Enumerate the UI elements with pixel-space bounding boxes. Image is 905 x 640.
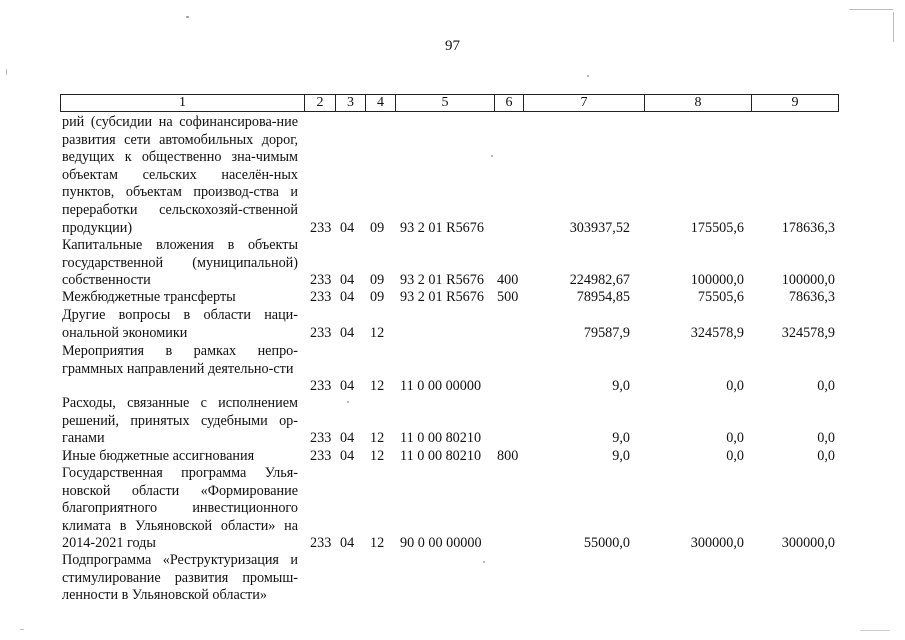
cell-col-3: 04 — [340, 448, 355, 464]
row-description: Расходы, связанные с исполнением решений, принятых судебными ор-ганами — [62, 395, 298, 447]
cell-col-2: 233 — [310, 324, 332, 341]
cell-col-7: 9,0 — [612, 448, 630, 464]
cell-col-3: 04 — [340, 535, 355, 552]
cell-col-7: 303937,52 — [569, 219, 630, 236]
cell-col-8: 175505,6 — [690, 219, 744, 236]
row-description: Межбюджетные трансферты — [62, 289, 236, 305]
cell-col-3: 04 — [340, 219, 355, 236]
scan-speck — [20, 629, 24, 630]
header-col-1: 1 — [179, 95, 186, 110]
cell-col-8: 0,0 — [726, 448, 744, 464]
cell-col-9: 324578,9 — [781, 324, 835, 341]
cell-col-9: 0,0 — [817, 448, 835, 464]
scan-speck — [186, 16, 189, 18]
cell-col-3: 04 — [340, 289, 355, 305]
cell-col-8: 324578,9 — [690, 324, 744, 341]
cell-col-9: 178636,3 — [781, 219, 835, 236]
cell-col-8: 0,0 — [726, 430, 744, 447]
cell-col-4: 12 — [370, 378, 385, 395]
row-description: Мероприятия в рамках непро-граммных направлений деятельно-сти — [62, 343, 298, 377]
header-col-5: 5 — [441, 95, 449, 110]
header-col-6: 6 — [505, 95, 513, 110]
scan-speck — [587, 75, 589, 77]
cell-col-4: 09 — [370, 219, 385, 236]
cell-col-7: 79587,9 — [583, 324, 630, 341]
scan-speck — [860, 630, 890, 631]
row-description: Государственная программа Улья-новской области «Формирование благоприятного инвестиционного климата в Ульяновской области» на 2014-2021 годы — [62, 465, 298, 552]
header-col-2: 2 — [316, 95, 324, 110]
scan-speck — [6, 69, 7, 75]
cell-col-8: 100000,0 — [690, 272, 744, 289]
cell-col-8: 75505,6 — [697, 289, 744, 305]
header-col-3: 3 — [347, 95, 354, 110]
row-description: Капитальные вложения в объекты государственной (муниципальной) собственности — [62, 237, 298, 289]
cell-col-5: 11 0 00 80210 — [400, 430, 482, 447]
row-description: Подпрограмма «Реструктуризация и стимулирование развития промыш-ленности в Ульяновской области» — [62, 552, 298, 604]
cell-col-5: 93 2 01 R5676 — [400, 219, 484, 236]
cell-col-2: 233 — [310, 430, 332, 447]
cell-col-9: 300000,0 — [781, 535, 835, 552]
cell-col-2: 233 — [310, 289, 332, 305]
cell-col-2: 233 — [310, 535, 332, 552]
cell-col-3: 04 — [340, 378, 355, 395]
cell-col-4: 12 — [370, 324, 385, 341]
cell-col-9: 78636,3 — [788, 289, 835, 305]
scan-speck — [483, 561, 485, 563]
cell-col-7: 78954,85 — [576, 289, 630, 305]
row-description: Другие вопросы в области наци-ональной экономики — [62, 307, 298, 341]
cell-col-7: 9,0 — [612, 378, 630, 395]
cell-col-4: 12 — [370, 448, 385, 464]
cell-col-6: 800 — [497, 448, 519, 464]
row-description: рий (субсидии на софинансирова-ние развития сети автомобильных дорог, ведущих к общественно зна-чимым объектам сельских населён-ных пунктов, объектам производ-ства и переработки сельскохозяй-ственной продукции) — [62, 114, 298, 236]
cell-col-8: 300000,0 — [690, 535, 744, 552]
cell-col-4: 09 — [370, 272, 385, 289]
cell-col-2: 233 — [310, 219, 332, 236]
row-description: Иные бюджетные ассигнования — [62, 448, 255, 464]
cell-col-9: 0,0 — [817, 430, 835, 447]
page-number: 97 — [445, 38, 460, 54]
cell-col-4: 12 — [370, 430, 385, 447]
cell-col-6: 400 — [497, 272, 519, 289]
header-col-7: 7 — [580, 95, 588, 110]
cell-col-5: 93 2 01 R5676 — [400, 272, 484, 289]
cell-col-7: 224982,67 — [569, 272, 630, 289]
cell-col-3: 04 — [340, 272, 355, 289]
cell-col-9: 100000,0 — [781, 272, 835, 289]
cell-col-9: 0,0 — [817, 378, 835, 395]
cell-col-8: 0,0 — [726, 378, 744, 395]
cell-col-5: 11 0 00 80210 — [400, 448, 482, 464]
cell-col-5: 90 0 00 00000 — [400, 535, 482, 552]
cell-col-6: 500 — [497, 289, 519, 305]
cell-col-2: 233 — [310, 272, 332, 289]
cell-col-7: 9,0 — [612, 430, 630, 447]
cell-col-4: 09 — [370, 289, 385, 305]
header-col-9: 9 — [791, 95, 799, 110]
cell-col-3: 04 — [340, 430, 355, 447]
cell-col-2: 233 — [310, 448, 332, 464]
scan-speck — [893, 12, 894, 42]
cell-col-4: 12 — [370, 535, 385, 552]
cell-col-7: 55000,0 — [583, 535, 630, 552]
header-col-4: 4 — [377, 95, 384, 110]
header-col-8: 8 — [694, 95, 702, 110]
cell-col-3: 04 — [340, 324, 355, 341]
cell-col-5: 11 0 00 00000 — [400, 378, 482, 395]
cell-col-2: 233 — [310, 378, 332, 395]
scan-speck — [491, 155, 493, 157]
cell-col-5: 93 2 01 R5676 — [400, 289, 484, 305]
scan-speck — [849, 9, 893, 10]
scan-speck — [347, 401, 349, 403]
